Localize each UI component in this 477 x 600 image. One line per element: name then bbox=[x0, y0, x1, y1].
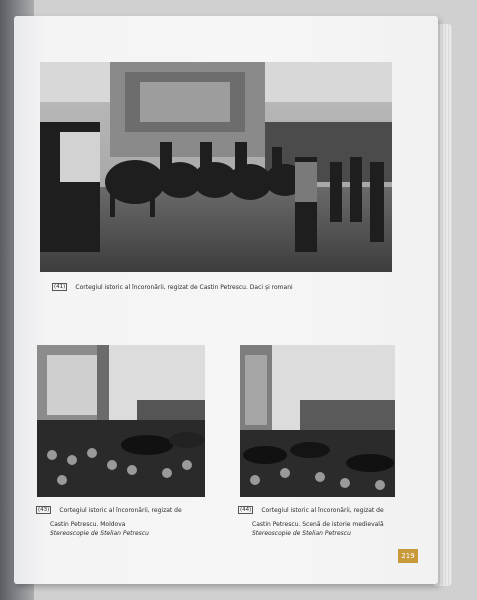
caption-bottom-left bbox=[36, 502, 216, 538]
caption-bottom-right-line2: Castin Petrescu. Scenă de istorie medievală bbox=[252, 521, 384, 528]
caption-bottom-right-credit: Stereoscopie de Stelian Petrescu bbox=[252, 530, 351, 537]
caption-bottom-left-line1: Cortegiul istoric al încoronării, regizat de bbox=[59, 507, 182, 514]
caption-bottom-left-number: (43) bbox=[38, 507, 50, 513]
caption-top-number: (41) bbox=[54, 284, 66, 290]
caption-bottom-left-credit: Stereoscopie de Stelian Petrescu bbox=[50, 530, 149, 537]
caption-bottom-left-line2: Castin Petrescu. Moldova bbox=[50, 521, 126, 528]
page-number: 219 bbox=[398, 549, 418, 563]
photo-moldova bbox=[37, 345, 205, 497]
caption-bottom-right-line1: Cortegiul istoric al încoronării, regizat de bbox=[261, 507, 384, 514]
photo-medieval-scene bbox=[240, 345, 395, 497]
caption-top bbox=[52, 279, 372, 293]
caption-top-text: Cortegiul istoric al încoronării, regizat de Castin Petrescu. Daci și romani bbox=[75, 284, 293, 291]
caption-bottom-right-number: (44) bbox=[240, 507, 252, 513]
photo-procession-horses bbox=[40, 62, 392, 272]
caption-bottom-right bbox=[238, 502, 408, 538]
